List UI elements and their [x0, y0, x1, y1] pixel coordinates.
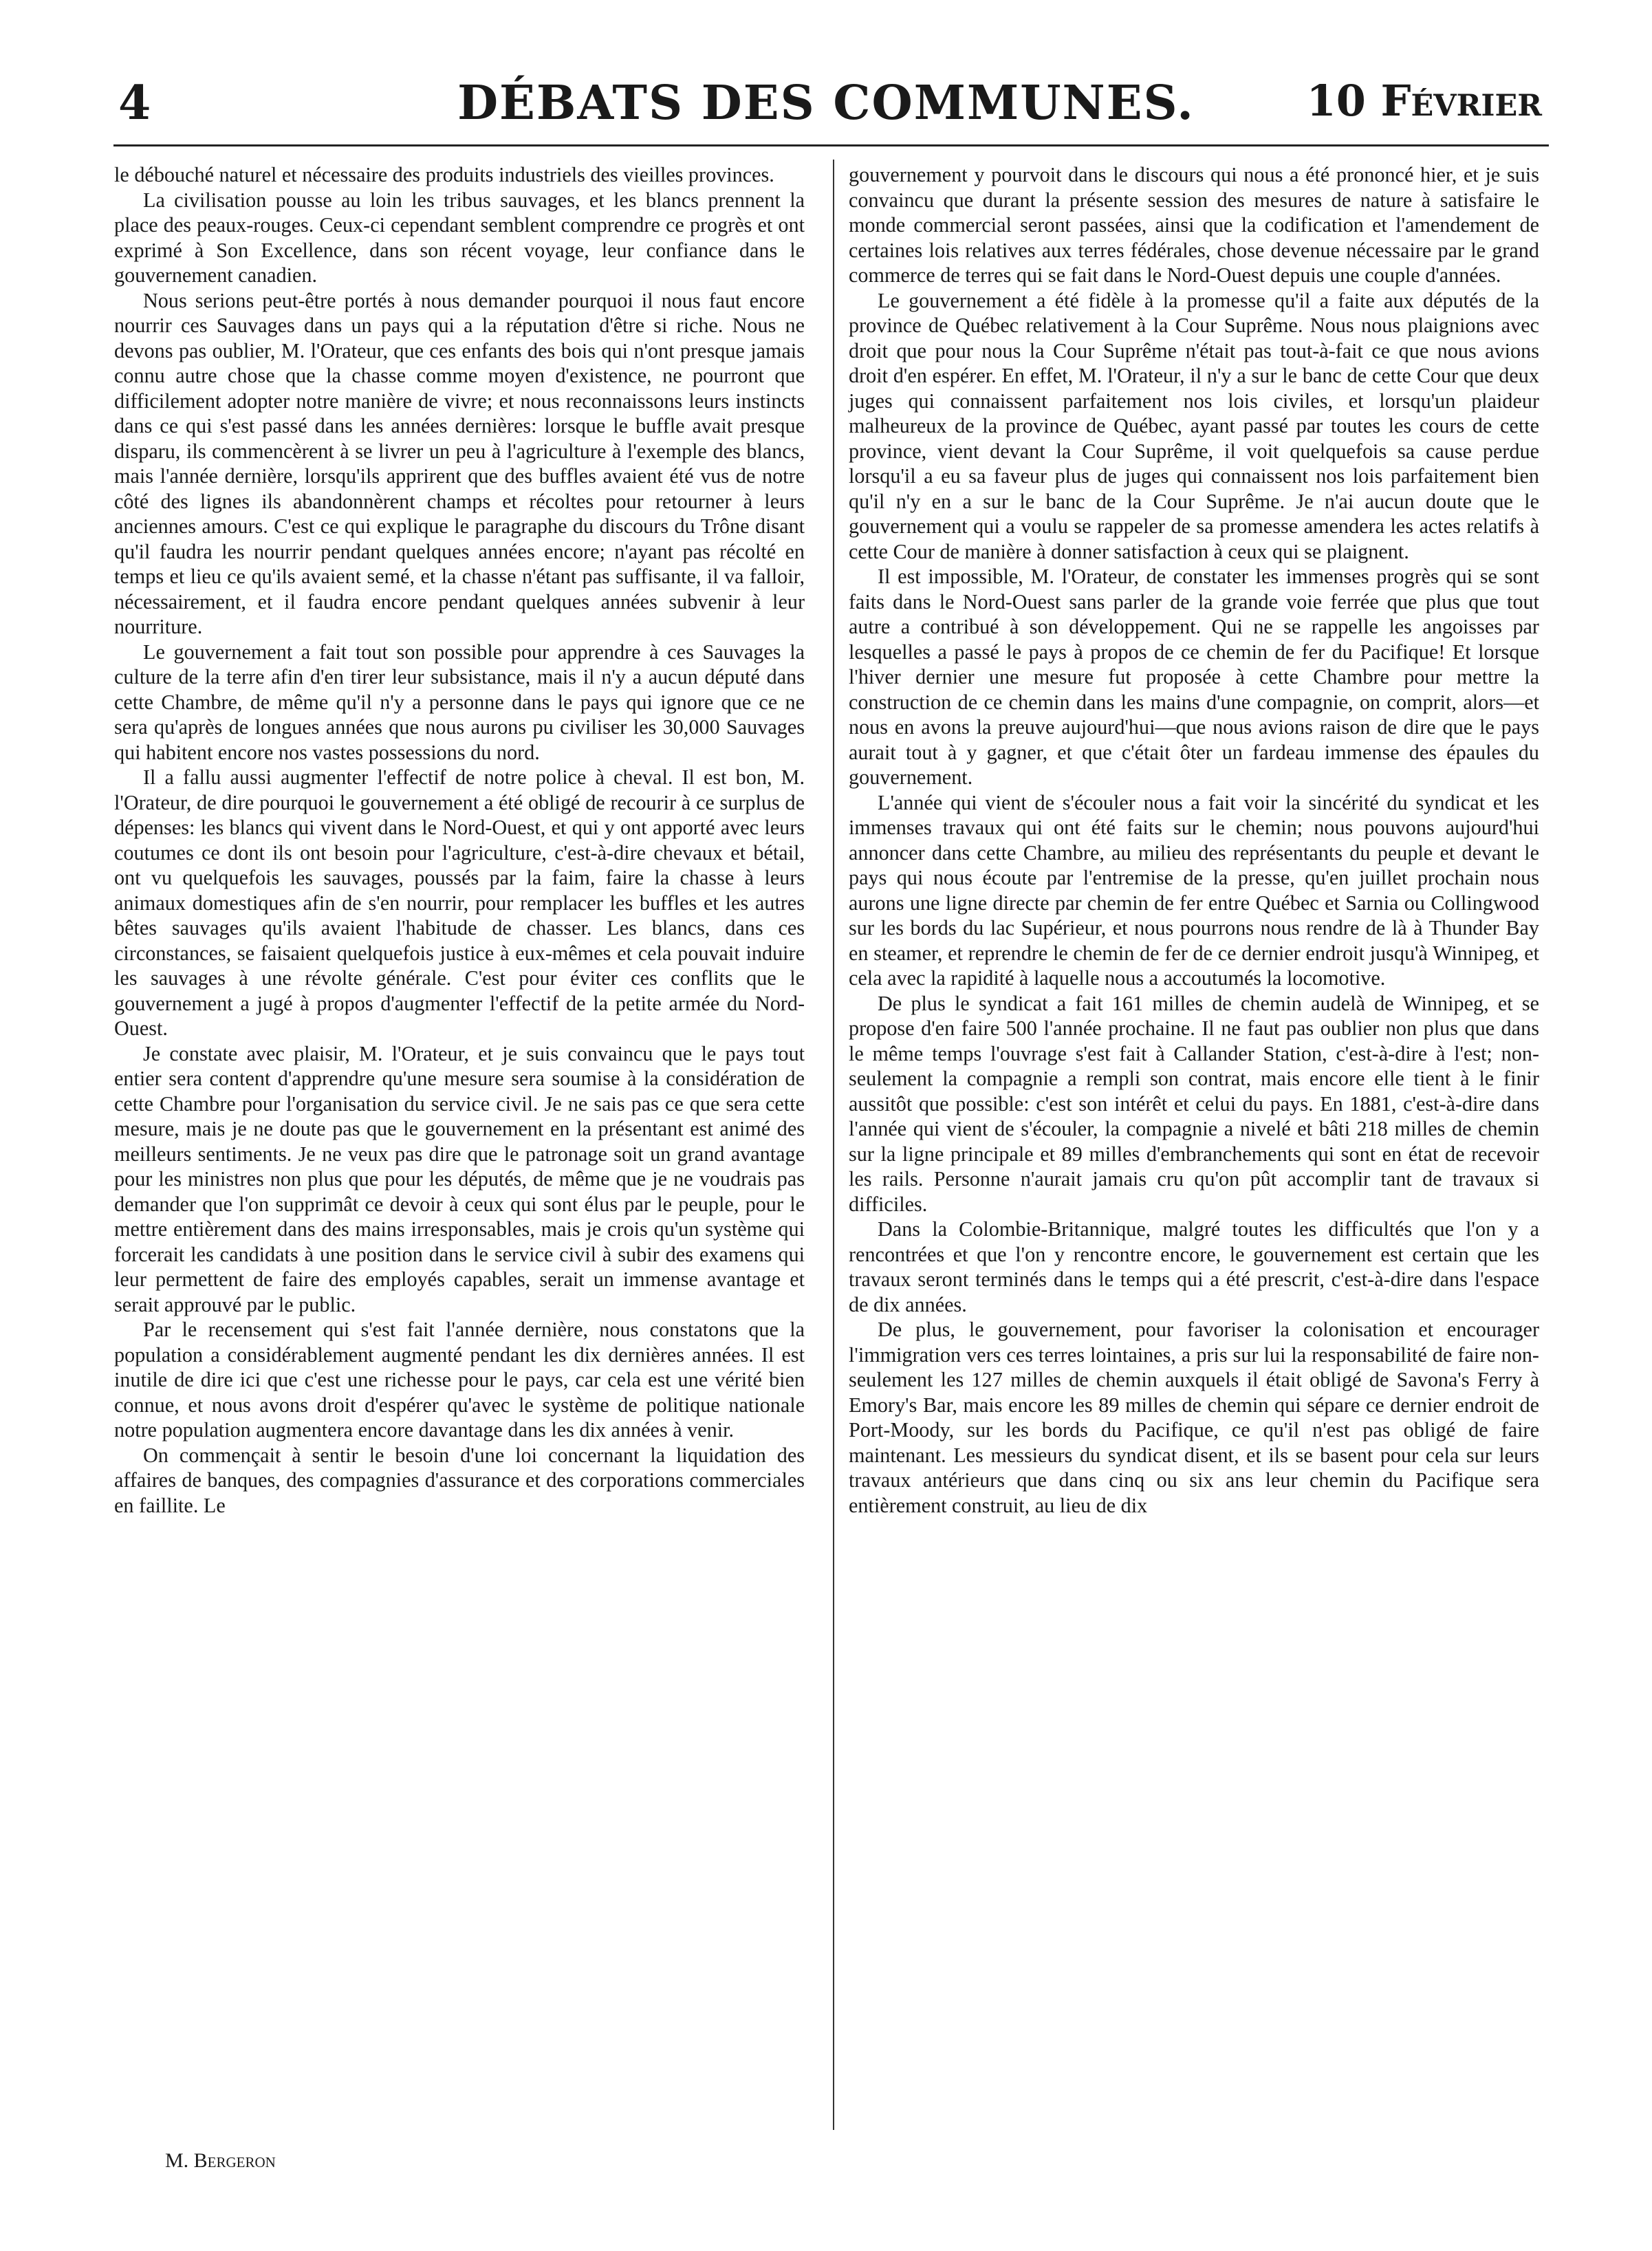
header-rule	[113, 144, 1549, 146]
date-month: Février	[1380, 76, 1542, 126]
page-number: 4	[118, 76, 151, 131]
paragraph: Il a fallu aussi augmenter l'effectif de notre police à cheval. Il est bon, M. l'Orateur, de dire pourquoi le gouvernement a été obligé de recourir à ce surplus de dépenses: les blancs qui vivent dans le Nord-Ouest, et qui y ont apporté avec leurs coutumes ce dont ils ont besoin pour l'agriculture, c'est-à-dire chevaux et bétail, ont vu quelquefois les sauvages, poussés par la faim, faire la chasse à leurs animaux domestiques afin de s'en nourrir, pour remplacer les buffles et les autres bêtes sauvages qu'ils avaient l'habitude de chasser. Les blancs, dans ces circonstances, se faisaient quelquefois justice à eux-mêmes et cela pouvait induire les sauvages à une révolte générale. C'est pour éviter ces conflits que le gouvernement a jugé à propos d'augmenter l'effectif de la petite armée du Nord-Ouest.	[114, 765, 805, 1040]
paragraph: On commençait à sentir le besoin d'une loi concernant la liquidation des affaires de banques, des compagnies d'assurance et des corporations commerciales en faillite. Le	[114, 1443, 805, 1517]
paragraph: De plus, le gouvernement, pour favoriser la colonisation et encourager l'immigration vers ces terres lointaines, a pris sur lui la responsabilité de faire non-seulement les 127 milles de chemin auxquels il était obligé de Savona's Ferry à Emory's Bar, mais encore les 89 milles de chemin qui sépare ce dernier endroit de Port-Moody, sur les bords du Pacifique, ce qu'il n'est pas obligé de faire maintenant. Les messieurs du syndicat disent, et ils se basent pour cela sur leurs travaux antérieurs que dans cinq ou six ans leur chemin du Pacifique sera entièrement construit, au lieu de dix	[849, 1318, 1539, 1517]
paragraph: L'année qui vient de s'écouler nous a fait voir la sincérité du syndicat et les immenses travaux qui ont été faits sur le chemin; nous pouvons aujourd'hui annoncer dans cette Chambre, au milieu des représentants du peuple et devant le pays qui nous écoute par l'entremise de la presse, qu'en juillet prochain nous aurons une ligne directe par chemin de fer entre Québec et Sarnia ou Collingwood sur les bords du lac Supérieur, et nous pourrons nous rendre de là à Thunder Bay en steamer, et reprendre le chemin de fer de ce dernier endroit jusqu'à Winnipeg, et cela avec la rapidité à laquelle nous a accoutumés la locomotive.	[849, 790, 1539, 990]
date-day: 10	[1306, 76, 1366, 126]
speaker-signature: M. Bergeron	[165, 2149, 276, 2172]
paragraph: Par le recensement qui s'est fait l'année dernière, nous constatons que la population a considérablement augmenté pendant les dix dernières années. Il est inutile de dire ici que c'est une richesse pour le pays, car cela est une vérité bien connue, et nous avons droit d'espérer qu'avec le système de politique nationale notre population augmentera encore davantage dans les dix années à venir.	[114, 1318, 805, 1442]
column-divider	[833, 160, 834, 2130]
paragraph: Nous serions peut-être portés à nous demander pourquoi il nous faut encore nourrir ces Sauvages dans un pays qui a la réputation d'être si riche. Nous ne devons pas oublier, M. l'Orateur, que ces enfants des bois qui n'ont presque jamais connu autre chose que la chasse comme moyen d'existence, ne pourront que difficilement adopter notre manière de vivre; et nous reconnaissons leurs instincts dans ce qui s'est passé dans les années dernières: lorsque le buffle avait presque disparu, ils commencèrent à se livrer un peu à l'agriculture à l'exemple des blancs, mais l'année dernière, lorsqu'ils apprirent que des buffles avaient été vus de notre côté des lignes ils abandonnèrent champs et récoltes pour retourner à leurs anciennes amours. C'est ce qui explique le paragraphe du discours du Trône disant qu'il faudra les nourrir pendant quelques années encore; n'ayant pas récolté en temps et lieu ce qu'ils avaient semé, et la chasse n'étant pas suffisante, il va falloir, nécessairement, et il faudra encore pendant quelques années subvenir à leur nourriture.	[114, 288, 805, 638]
paragraph: gouvernement y pourvoit dans le discours qui nous a été prononcé hier, et je suis convaincu que durant la présente session des mesures de nature à satisfaire le monde commercial seront passées, ainsi que la codification et l'amendement de certaines lois relatives aux terres fédérales, chose devenue nécessaire par le grand commerce de terres qui se fait dans le Nord-Ouest depuis une couple d'années.	[849, 163, 1539, 287]
page-title: DÉBATS DES COMMUNES.	[457, 76, 1195, 131]
paragraph: Il est impossible, M. l'Orateur, de constater les immenses progrès qui se sont faits dans le Nord-Ouest sans parler de la grande voie ferrée que plus que tout autre a contribué à son développement. Qui ne se rappelle les angoisses par lesquelles a passé le pays à propos de ce chemin de fer du Pacifique! Et lorsque l'hiver dernier une mesure fut proposée à cette Chambre pour mettre la construction de ce chemin dans les mains d'une compagnie, on comprit, alors—et nous en avons la preuve aujourd'hui—que nous avions raison de dire que le pays aurait tout à y gagner, et que c'était ôter un fardeau immense des épaules du gouvernement.	[849, 565, 1539, 789]
page-header	[110, 76, 1542, 131]
paragraph: le débouché naturel et nécessaire des produits industriels des vieilles provinces.	[114, 163, 774, 186]
right-column	[849, 162, 1539, 1518]
paragraph: Dans la Colombie-Britannique, malgré toutes les difficultés que l'on y a rencontrées et que l'on y rencontre encore, le gouvernement est certain que les travaux seront terminés dans le temps qui a été prescrit, c'est-à-dire dans l'espace de dix années.	[849, 1217, 1539, 1316]
paragraph: La civilisation pousse au loin les tribus sauvages, et les blancs prennent la place des peaux-rouges. Ceux-ci cependant semblent comprendre ce progrès et ont exprimé à Son Excellence, dans son récent voyage, leur confiance dans le gouvernement canadien.	[114, 188, 805, 287]
paragraph: Le gouvernement a fait tout son possible pour apprendre à ces Sauvages la culture de la terre afin d'en tirer leur subsistance, mais il n'y a aucun député dans cette Chambre, de même qu'il n'y a personne dans le pays qui ignore que ce ne sera qu'après de longues années que nous aurons pu civiliser les 30,000 Sauvages qui habitent encore nos vastes possessions du nord.	[114, 640, 805, 764]
paragraph: De plus le syndicat a fait 161 milles de chemin audelà de Winnipeg, et se propose d'en faire 500 l'année prochaine. Il ne faut pas oublier non plus que dans le même temps l'ouvrage s'est fait à Callander Station, c'est-à-dire à l'est; non-seulement la compagnie a rempli son contrat, mais encore elle tient à le finir aussitôt que possible: c'est son intérêt et celui du pays. En 1881, c'est-à-dire dans l'année qui vient de s'écouler, la compagnie a nivelé et bâti 218 milles de chemin sur la ligne principale et 89 milles d'embranchements qui sont en état de recevoir les rails. Personne n'aurait jamais cru qu'on pût accomplir tant de travaux si difficiles.	[849, 991, 1539, 1216]
left-column	[114, 162, 805, 1518]
header-date	[1307, 76, 1542, 126]
paragraph: Je constate avec plaisir, M. l'Orateur, et je suis convaincu que le pays tout entier sera content d'apprendre qu'une mesure sera soumise à la considération de cette Chambre pour l'organisation du service civil. Je ne sais pas ce que sera cette mesure, mais je ne doute pas que le gouvernement en la présentant est animé des meilleurs sentiments. Je ne veux pas dire que le patronage soit un grand avantage pour les ministres non plus que pour les députés, de même que je ne voudrais pas demander que l'on supprimât ce devoir à ceux qui sont élus par le peuple, pour le mettre entièrement dans des mains irresponsables, mais je crois qu'un système qui forcerait les candidats à une position dans le service civil à subir des examens qui leur permettent de faire des employés capables, serait un immense avantage et serait approuvé par le public.	[114, 1041, 805, 1316]
paragraph: Le gouvernement a été fidèle à la promesse qu'il a faite aux députés de la province de Québec relativement à la Cour Suprême. Nous nous plaignions avec droit que pour nous la Cour Suprême n'était pas tout-à-fait ce que nous avions droit d'en espérer. En effet, M. l'Orateur, il n'y a sur le banc de cette Cour que deux juges qui connaissent parfaitement nos lois civiles, et lorsqu'un plaideur malheureux de la province de Québec, ayant passé par toutes les cours de cette province, vient devant la Cour Suprême, il voit quelquefois sa cause perdue lorsqu'il a eu sa faveur plus de juges qui connaissent nos lois parfaitement bien qu'il n'y en a sur le banc de la Cour Suprême. Je n'ai aucun doute que le gouvernement qui a voulu se rappeler de sa promesse amendera les actes relatifs à cette Cour de manière à donner satisfaction à ceux qui se plaignent.	[849, 288, 1539, 563]
